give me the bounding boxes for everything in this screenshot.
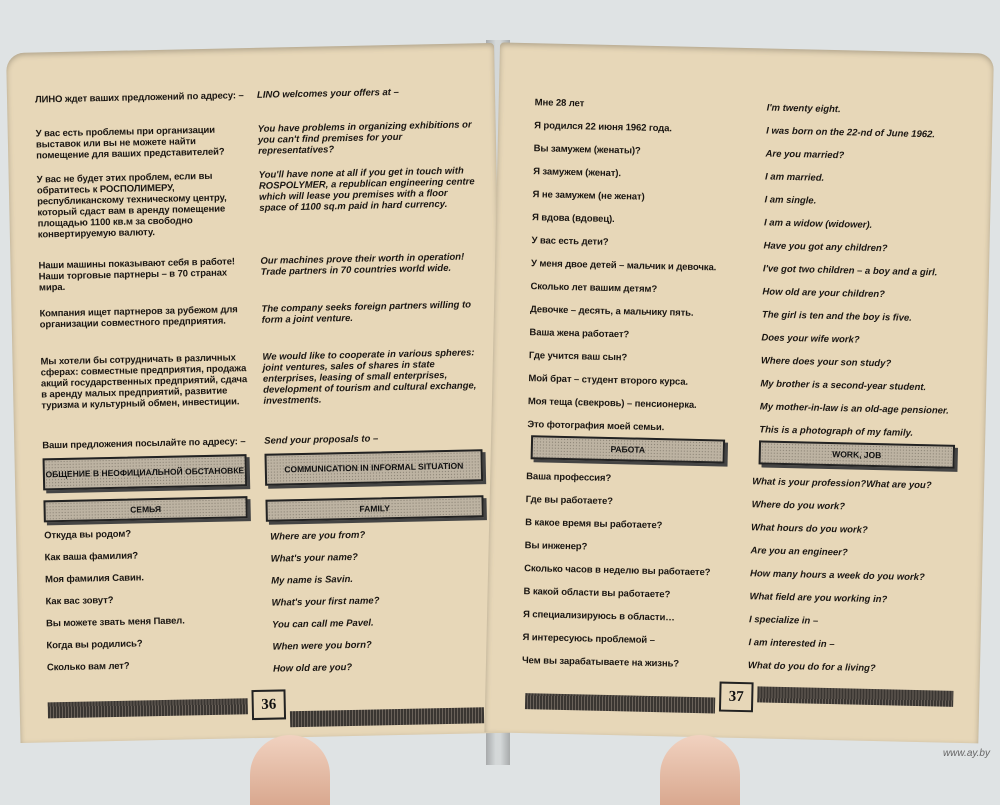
text-ru: Девочке – десять, а мальчику пять. [529, 304, 694, 319]
text-ru: Сколько лет вашим детям? [530, 281, 658, 296]
left-page [6, 43, 508, 743]
left-thumb [250, 735, 330, 805]
text-en: I'm twenty eight. [766, 102, 841, 116]
text-ru: Я специализируюсь в области… [522, 609, 675, 624]
text-en: How old are you? [272, 661, 353, 675]
text-en: The girl is ten and the boy is five. [761, 309, 912, 324]
text-en: How many hours a week do you work? [749, 568, 925, 584]
text-ru: Сколько часов в неделю вы работаете? [524, 563, 711, 579]
text-en: You can call me Pavel. [271, 617, 374, 631]
text-en: I've got two children – a boy and a girl. [762, 263, 938, 279]
right-en-column [759, 102, 975, 439]
text-en: I specialize in – [748, 614, 819, 627]
text-en: Send your proposals to – [264, 433, 379, 447]
work-ru-column [521, 471, 746, 670]
text-en: My brother is a second-year student. [760, 378, 927, 394]
text-ru: Компания ищет партнеров за рубежом для организации совместного предприятия. [39, 304, 238, 331]
text-ru: Когда вы родились? [46, 638, 143, 652]
text-en: How old are your children? [762, 286, 886, 301]
right-ru-column [527, 97, 755, 434]
left-ru-column [34, 90, 248, 452]
text-en: What do you do for a living? [747, 660, 876, 675]
text-en: Have you got any children? [763, 240, 888, 255]
text-en: My mother-in-law is an old-age pensioner. [759, 401, 949, 417]
watermark: www.ay.by [942, 748, 990, 759]
text-en: The company seeks foreign partners willing to form a joint venture. [261, 299, 472, 326]
text-en: Where are you from? [270, 529, 366, 543]
left-en-column [256, 85, 477, 447]
text-ru: Вы инженер? [524, 540, 588, 553]
text-en: Our machines prove their worth in operation! Trade partners in 70 countries world wide. [260, 251, 465, 278]
subsection-header-en: FAMILY [265, 495, 483, 522]
text-ru: Сколько вам лет? [46, 660, 130, 674]
text-en: Where does your son study? [760, 355, 892, 370]
text-ru: У меня двое детей – мальчик и девочка. [530, 258, 717, 274]
text-ru: Я родился 22 июня 1962 года. [534, 120, 672, 135]
footer-bar-left [48, 698, 248, 718]
text-en: I was born on the 22-nd of June 1962. [765, 125, 936, 141]
text-ru: Ваша жена работает? [529, 327, 630, 341]
work-header-en: WORK, JOB [759, 440, 955, 468]
text-ru: У вас не будет этих проблем, если вы обратитесь к РОСПОЛИМЕРУ, республиканскому техническому центру, который сдаст вам в аренду помещение площадью 1100 кв.м за свободно конвертируемую валюту. [36, 170, 227, 241]
text-en: I am married. [764, 171, 825, 184]
text-ru: Как вас зовут? [45, 594, 114, 608]
text-en: You have problems in organizing exhibitions or you can't find premises for your representatives? [257, 119, 472, 157]
text-ru: В какое время вы работаете? [525, 517, 663, 532]
text-en: Are you married? [765, 148, 845, 162]
text-en: I am a widow (widower). [763, 217, 873, 231]
text-ru: Чем вы зарабатываете на жизнь? [521, 655, 680, 670]
text-ru: Наши машины показывают себя в работе! Наши торговые партнеры – в 70 странах мира. [38, 256, 236, 294]
section-header-en: COMMUNICATION IN INFORMAL SITUATION [265, 449, 484, 486]
footer-bar-right [757, 686, 953, 706]
right-thumb [660, 735, 740, 805]
text-ru: У вас есть дети? [531, 235, 609, 248]
text-ru: Моя теща (свекровь) – пенсионерка. [527, 396, 697, 411]
section-header-ru: ОБЩЕНИЕ В НЕОФИЦИАЛЬНОЙ ОБСТАНОВКЕ [43, 454, 248, 490]
text-en: This is a photograph of my family. [759, 424, 914, 439]
text-ru: Где учится ваш сын? [528, 350, 628, 364]
family-ru-column [44, 526, 254, 674]
text-en: I am interested in – [748, 637, 835, 651]
text-en: What is your profession?What are you? [752, 476, 932, 492]
text-en: Are you an engineer? [750, 545, 848, 559]
text-ru: ЛИНО ждет ваших предложений по адресу: – [34, 90, 244, 106]
right-page [484, 42, 994, 743]
text-en: My name is Savin. [271, 573, 354, 587]
text-ru: Как ваша фамилия? [44, 550, 139, 564]
text-en: LINO welcomes your offers at – [256, 86, 399, 101]
footer-bar-right [290, 707, 484, 727]
text-ru: Мне 28 лет [534, 97, 585, 110]
work-header-ru: РАБОТА [531, 435, 725, 463]
text-ru: Вы можете звать меня Павел. [45, 615, 185, 630]
text-ru: Мы хотели бы сотрудничать в различных сферах: совместные предприятия, продажа акций государственных предприятий, сдача в аренду малых предприятий, развитие туризма и культурный обмен, инвестиции. [40, 352, 248, 412]
text-ru: Я замужем (женат). [533, 166, 622, 180]
page-number: 36 [251, 689, 286, 720]
text-ru: Ваши предложения посылайте по адресу: – [42, 436, 246, 452]
text-ru: Я интересуюсь проблемой – [522, 632, 655, 647]
text-ru: У вас есть проблемы при организации выставок или вы не можете найти помещение для ваших представителей? [35, 124, 225, 162]
text-en: I am single. [764, 194, 817, 207]
text-en: You'll have none at all if you get in touch with ROSPOLYMER, a republican engineering centre which will lease you premises with a floor space of 1100 sq.m paid in hard currency. [258, 165, 475, 214]
text-ru: Вы замужем (женаты)? [533, 143, 641, 157]
text-en: What's your first name? [271, 595, 380, 609]
text-ru: Это фотография моей семьи. [527, 419, 665, 434]
text-ru: Где вы работаете? [525, 494, 614, 508]
text-ru: Моя фамилия Савин. [44, 572, 145, 586]
text-en: Does your wife work? [761, 332, 860, 346]
text-ru: Ваша профессия? [526, 471, 612, 485]
text-en: We would like to cooperate in various spheres: joint ventures, sales of shares in state enterprises, leasing of small enterprises, development of tourism and cultural exchange, investments. [262, 347, 477, 407]
page-number: 37 [719, 682, 754, 713]
text-ru: Мой брат – студент второго курса. [528, 373, 689, 388]
text-ru: В какой области вы работаете? [523, 586, 671, 601]
text-ru: Я вдова (вдовец). [531, 212, 615, 226]
work-en-column [747, 476, 964, 675]
text-ru: Я не замужем (не женат) [532, 189, 645, 203]
footer-bar-left [525, 693, 715, 713]
text-en: When were you born? [272, 639, 372, 653]
text-ru: Откуда вы родом? [44, 528, 132, 542]
text-en: Where do you work? [751, 499, 846, 513]
text-en: What hours do you work? [750, 522, 868, 536]
subsection-header-ru: СЕМЬЯ [43, 496, 247, 522]
family-en-column [270, 527, 484, 675]
text-en: What's your name? [270, 551, 359, 565]
text-en: What field are you working in? [749, 591, 888, 606]
